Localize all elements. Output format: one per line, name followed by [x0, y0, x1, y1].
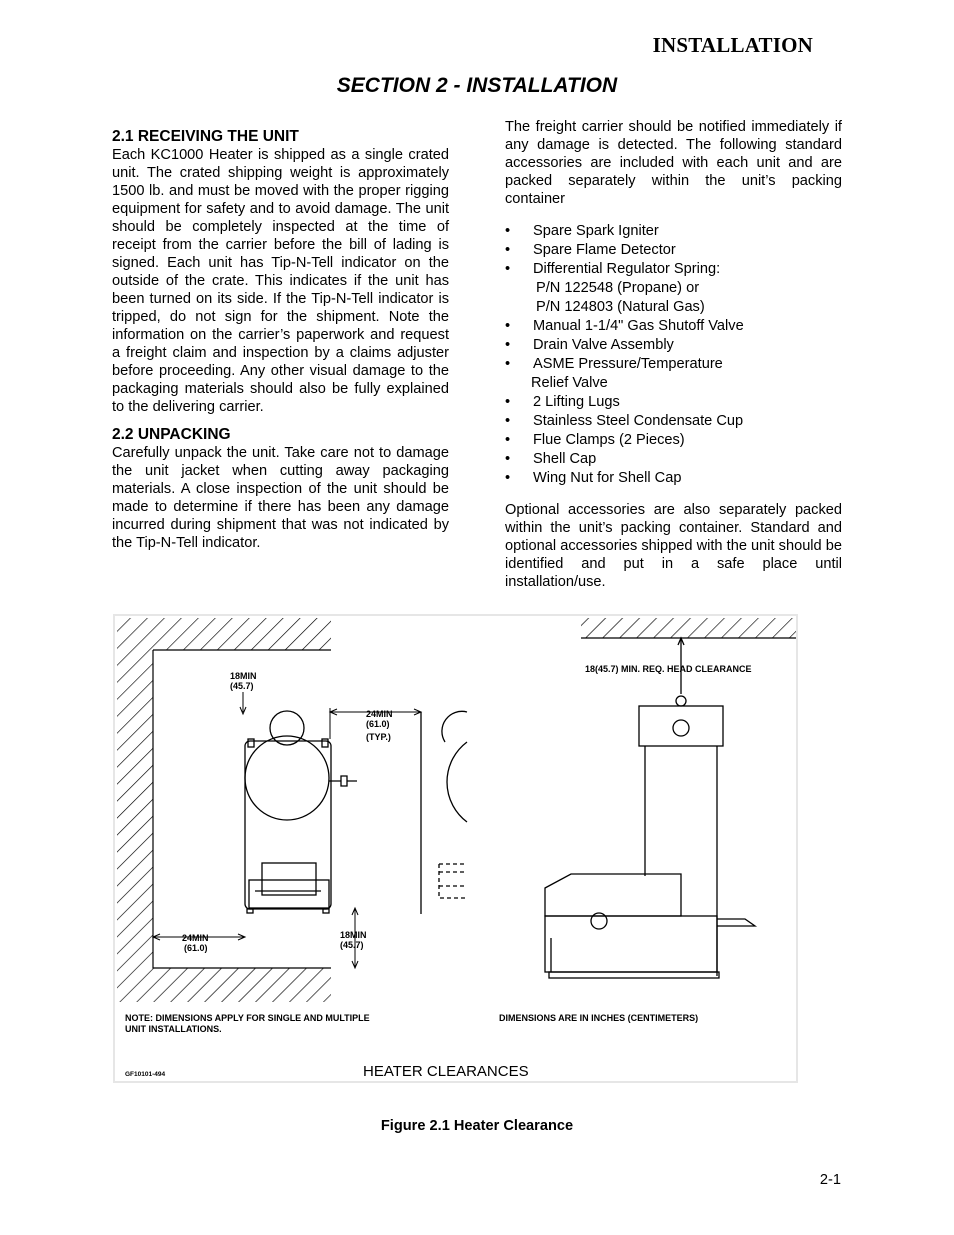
figure-caption: Figure 2.1 Heater Clearance [380, 1118, 574, 1134]
running-head: INSTALLATION [652, 33, 813, 57]
accessory-item [505, 222, 842, 241]
plan-view-heater [245, 711, 467, 914]
accessory-item [505, 469, 842, 488]
clearance-drawing [115, 616, 800, 1085]
receiving-paragraph: Each KC1000 Heater is shipped as a single crated unit. The crated shipping weight is approximately 1500 lb. and must be moved with the proper rigging equipment for safety and to avoid damage. The unit should be completely inspected at the time of receipt from the carrier before the bill of lading is signed. Each unit has Tip-N-Tell indicator on the outside of the crate. This indicates if the unit has been turned on its side. If the Tip-N-Tell indicator is tripped, do not sign for the shipment. Note the information on the carrier’s paperwork and request a freight claim and inspection by a claims adjuster before proceeding. Any other visual damage to the packaging materials should also be fully explained to the delivering carrier. [112, 147, 449, 415]
right-column [505, 118, 842, 591]
bullet-icon: • [505, 356, 511, 372]
accessory-item [505, 355, 842, 393]
side-clearance-label-1: 24MIN [366, 709, 393, 719]
bullet-icon: • [505, 394, 511, 410]
accessory-label: Flue Clamps (2 Pieces) [533, 432, 685, 448]
bullet-icon: • [505, 223, 511, 239]
unpacking-paragraph: Carefully unpack the unit. Take care not to damage the unit jacket when cutting away packaging materials. A close inspection of the unit should be made to determine if there has been any damage incurred during shipment that was not indicated by the Tip-N-Tell indicator. [112, 445, 449, 551]
accessory-label: Manual 1-1/4" Gas Shutoff Valve [533, 318, 744, 334]
accessory-list [505, 222, 842, 488]
accessory-label: ASME Pressure/Temperature [533, 356, 723, 372]
section-title: SECTION 2 - INSTALLATION [336, 74, 618, 97]
wall-hatching [117, 618, 331, 1002]
top-clearance-label-2: (45.7) [230, 681, 254, 691]
unpacking-heading: 2.2 UNPACKING [112, 426, 231, 443]
side-clearance-label-3: (TYP.) [366, 732, 391, 742]
page-number: 2-1 [819, 1172, 841, 1188]
accessory-item [505, 412, 842, 431]
head-clearance-label: 18(45.7) MIN. REQ. HEAD CLEARANCE [585, 664, 752, 674]
note-line-2: UNIT INSTALLATIONS. [125, 1024, 222, 1034]
note-line-1: NOTE: DIMENSIONS APPLY FOR SINGLE AND MULTIPLE [125, 1013, 370, 1023]
bullet-icon: • [505, 451, 511, 467]
bullet-icon: • [505, 337, 511, 353]
units-note: DIMENSIONS ARE IN INCHES (CENTIMETERS) [499, 1013, 699, 1023]
accessory-label-continued: Relief Valve [531, 375, 608, 391]
top-clearance-label-1: 18MIN [230, 671, 257, 681]
plan-labels [182, 671, 393, 953]
left-clearance-label-2: (61.0) [184, 943, 208, 953]
accessory-label: Spare Flame Detector [533, 242, 676, 258]
accessory-label: Drain Valve Assembly [533, 337, 674, 353]
accessory-item [505, 393, 842, 412]
bullet-icon: • [505, 413, 511, 429]
elevation-view-heater [545, 638, 755, 978]
accessory-item [505, 336, 842, 355]
accessory-label: 2 Lifting Lugs [533, 394, 620, 410]
accessory-label: Wing Nut for Shell Cap [533, 470, 682, 486]
drawing-number: GF10101-494 [125, 1071, 166, 1078]
bullet-icon: • [505, 261, 511, 277]
accessory-sub-label: P/N 124803 (Natural Gas) [536, 299, 705, 315]
carrier-paragraph: The freight carrier should be notified immediately if any damage is detected. The following standard accessories are included with each unit and are packed separately within the unit’s packing container [505, 119, 842, 207]
accessory-item [505, 260, 842, 317]
side-clearance-label-2: (61.0) [366, 719, 390, 729]
accessory-item [505, 431, 842, 450]
optional-paragraph: Optional accessories are also separately packed within the unit’s packing container. Standard and optional accessories shipped with the unit should be identified and put in a safe place until installation/use. [505, 502, 842, 590]
wall-line [153, 650, 331, 968]
accessory-label: Differential Regulator Spring: [533, 261, 721, 277]
left-clearance-label-1: 24MIN [182, 933, 209, 943]
front-clearance-label-2: (45.7) [340, 940, 364, 950]
accessory-item [505, 241, 842, 260]
accessory-item [505, 317, 842, 336]
receiving-heading: 2.1 RECEIVING THE UNIT [112, 128, 299, 145]
accessory-sub-label: P/N 122548 (Propane) or [536, 280, 700, 296]
bullet-icon: • [505, 318, 511, 334]
bullet-icon: • [505, 470, 511, 486]
left-column [112, 127, 449, 552]
front-clearance-label-1: 18MIN [340, 930, 367, 940]
accessory-item [505, 450, 842, 469]
drawing-title: HEATER CLEARANCES [363, 1063, 529, 1080]
bullet-icon: • [505, 242, 511, 258]
bullet-icon: • [505, 432, 511, 448]
accessory-label: Spare Spark Igniter [533, 223, 659, 239]
ceiling-hatching [581, 618, 796, 638]
heater-clearance-figure [113, 614, 798, 1083]
accessory-label: Shell Cap [533, 451, 597, 467]
accessory-label: Stainless Steel Condensate Cup [533, 413, 744, 429]
figure-notes [125, 664, 752, 1078]
